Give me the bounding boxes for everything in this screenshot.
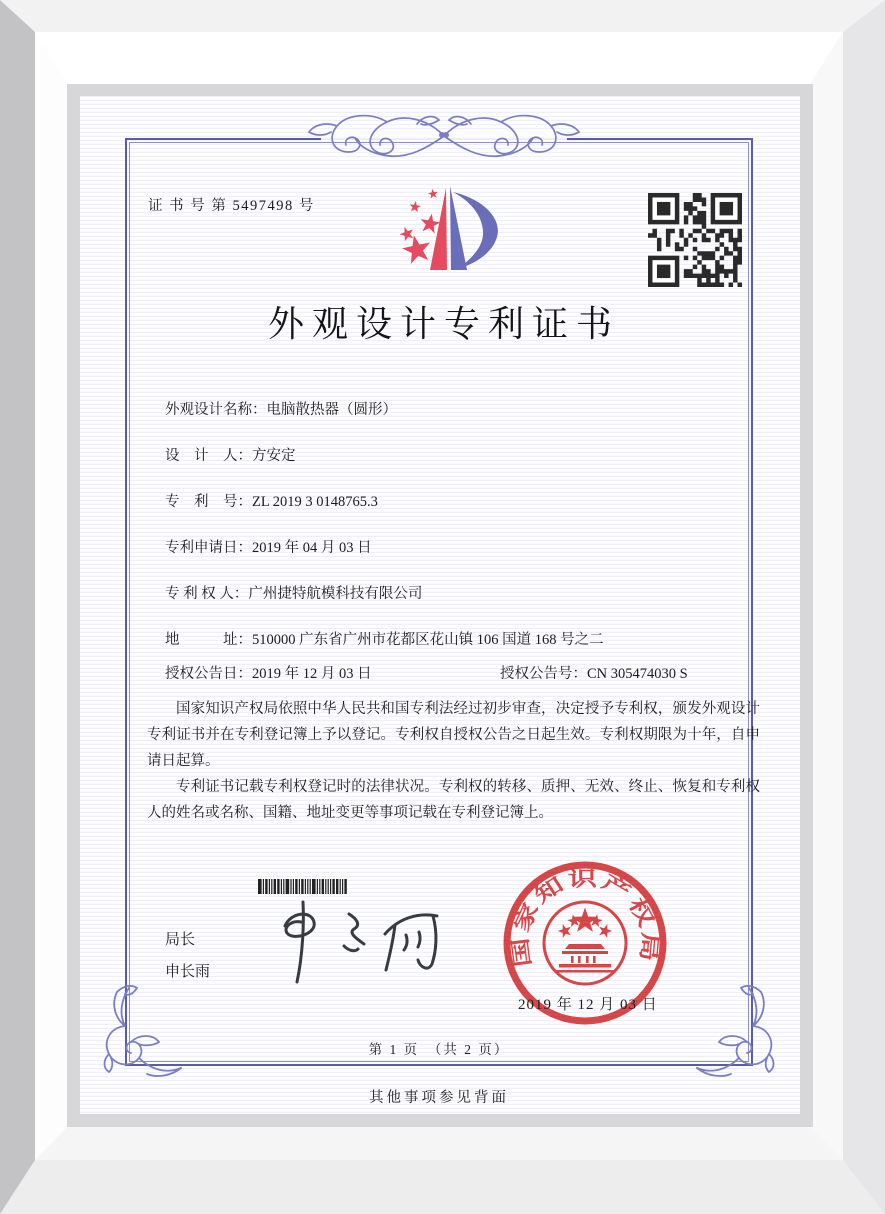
back-side-note: 其他事项参见背面 [369, 1090, 509, 1106]
seal-national-emblem [544, 902, 626, 984]
officer-title: 局长 [165, 932, 196, 948]
certificate-paper [80, 96, 800, 1114]
field-grant-info [165, 664, 765, 684]
legal-paragraph-1: 国家知识产权局依照中华人民共和国专利法经过初步审查，决定授予专利权，颁发外观设计专利证书并在专利登记簿上予以登记。专利权自授权公告之日起生效。专利权期限为十年，自申请日起算。 [147, 701, 760, 769]
field-address: 地 址：510000 广东省广州市花都区花山镇 106 国道 168 号之二 [165, 632, 604, 648]
field-list [165, 400, 765, 710]
signature-shen-changyu [265, 894, 480, 992]
certificate-number: 证 书 号 第 5497498 号 [148, 198, 315, 214]
page-number: 第 1 页 （共 2 页） [368, 1042, 510, 1057]
certificate-title: 外观设计专利证书 [267, 304, 620, 344]
grant-date: 授权公告日：2019 年 12 月 03 日 [165, 666, 372, 682]
cnipa-logo [380, 182, 505, 282]
barcode [258, 879, 354, 894]
seal-text: 国家知识产权局 [508, 866, 663, 969]
seal-date: 2019 年 12 月 03 日 [518, 997, 658, 1013]
officer-block [165, 924, 210, 988]
field-design-name: 外观设计名称：电脑散热器（圆形） [165, 402, 397, 418]
field-filing-date: 专利申请日：2019 年 04 月 03 日 [165, 540, 372, 556]
field-designer: 设 计 人：方安定 [165, 448, 296, 464]
qr-code [648, 193, 742, 287]
field-patent-number: 专 利 号：ZL 2019 3 0148765.3 [165, 494, 378, 510]
legal-text [147, 696, 760, 826]
legal-paragraph-2: 专利证书记载专利权登记时的法律状况。专利权的转移、质押、无效、终止、恢复和专利权人的姓名或名称、国籍、地址变更等事项记载在专利登记簿上。 [147, 779, 760, 821]
officer-name: 申长雨 [165, 964, 211, 980]
grant-number: 授权公告号：CN 305474030 S [500, 666, 688, 682]
field-patentee: 专 利 权 人：广州捷特航模科技有限公司 [165, 586, 423, 602]
